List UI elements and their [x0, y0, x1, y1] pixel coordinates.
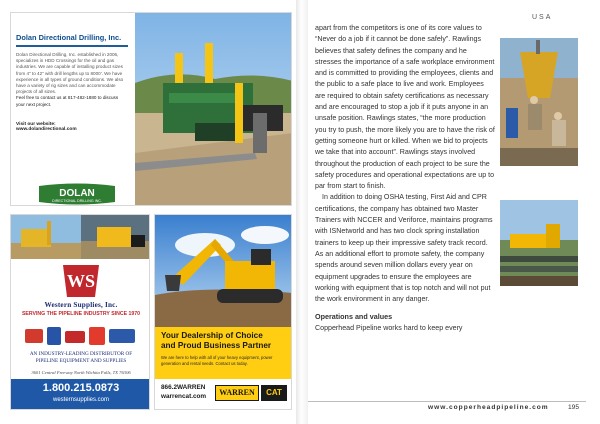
footer-rule	[308, 401, 586, 402]
ws-logo-letters: WS	[66, 271, 96, 291]
western-supplies-phone: 1.800.215.0873	[42, 382, 120, 394]
pipeline-workers-photo	[500, 38, 578, 166]
dolan-website-label: Visit our website:	[16, 121, 56, 127]
dolan-advertisement	[10, 12, 292, 206]
article-paragraph: In addition to doing OSHA testing, First Aid and CPR certifications, the company has obtained two Master Trainers with NCCER and Veriforce, maintains programs with ISNetworld and has two clock spring installation trainers to keep up their impressive safety track record. As an additional effort to promote safety, the company spends around seven million dollars every year on equipment upgrades to ensure the employees are working with equipment that is top notch and will not put the work environment in any danger.	[315, 193, 493, 304]
western-supplies-name: Western Supplies, Inc.	[44, 301, 118, 309]
warren-phone: 866.2WARREN	[161, 384, 206, 391]
dolan-logo-name: DOLAN	[59, 188, 95, 199]
dolan-website: www.dolandirectional.com	[16, 126, 77, 132]
dolan-ad-title: Dolan Directional Drilling, Inc.	[16, 33, 122, 42]
dolan-ad-body: Dolan Directional Drilling, Inc. established in 2006, specializes in HDD Crossings for the oil and gas industries. We are capable of installing product sizes from 4" to 42" with drill lengths up to 8000'. We have experience in all types of ground conditions. We also have a variety of rig sizes and can accommodate projects of all sizes.	[16, 52, 124, 95]
warren-headline-line2: and Proud Business Partner	[161, 340, 272, 350]
warren-body: We are here to help with all of your heavy equipment, power generation and rental needs. Contact us today.	[161, 355, 273, 366]
excavator-photo	[155, 215, 292, 327]
dolan-ad-contact: Feel free to contact us at 817-482-1880 to discuss your next project.	[16, 95, 119, 107]
warren-cat-advertisement	[154, 214, 292, 410]
western-supplies-website: westernsupplies.com	[52, 397, 110, 403]
pipeline-site-photo	[500, 200, 578, 286]
western-supplies-address: 3601 Central Freeway North Wichita Falls, TX 76306	[31, 370, 131, 375]
article-body	[315, 23, 495, 334]
dolan-logo	[37, 183, 117, 205]
warren-brand-logo: WARREN	[215, 385, 259, 401]
article-subheading: Operations and values	[315, 312, 393, 322]
footer-url: www.copperheadpipeline.com	[428, 404, 549, 411]
dolan-logo-sub: DIRECTIONAL DRILLING INC.	[52, 199, 102, 203]
ws-industry-line2: PIPELINE EQUIPMENT AND SUPPLIES	[35, 358, 127, 364]
ws-industry-line1: AN INDUSTRY-LEADING DISTRIBUTOR OF	[29, 351, 133, 357]
dolan-ad-text	[11, 13, 133, 206]
western-supplies-tagline: SERVING THE PIPELINE INDUSTRY SINCE 1970	[21, 311, 141, 317]
western-supplies-product-images	[21, 323, 141, 347]
page-gutter	[296, 0, 308, 424]
western-supplies-logo	[59, 261, 103, 301]
western-supplies-description	[11, 351, 150, 365]
pipeline-equipment-photos	[11, 215, 150, 259]
warren-headline-line1: Your Dealership of Choice	[161, 331, 263, 340]
cat-logo: CAT	[261, 385, 287, 401]
section-tag: USA	[532, 14, 553, 21]
warren-website: warrencat.com	[161, 393, 207, 400]
drilling-rig-photo	[135, 13, 292, 206]
article-paragraph: Copperhead Pipeline works hard to keep every	[315, 323, 463, 332]
article-paragraph: apart from the competitors is one of its core values to “Never do a job if it cannot be done safely”. Rawlings believes that safety defines the company and he stresses the importance of a safe workplace environment and is committed to providing the employees, clients and the public to a safe place to live and work. Employees are required to obtain safety certifications as necessary and are encouraged to stop a job if it puts anyone in an unsafe position. Rawlings states, “the more production you try to push, the more likely you are to have the risk of getting someone hurt or killed. When we bid to projects we take that into account”. Rawlings stays involved throughout the production of each project to be sure the safety procedures and operational expectations are up to par from start to finish.	[315, 24, 495, 191]
western-supplies-advertisement	[10, 214, 150, 410]
warren-headline	[161, 331, 289, 351]
page-number: 195	[568, 404, 580, 411]
dolan-title-rule	[16, 45, 128, 47]
